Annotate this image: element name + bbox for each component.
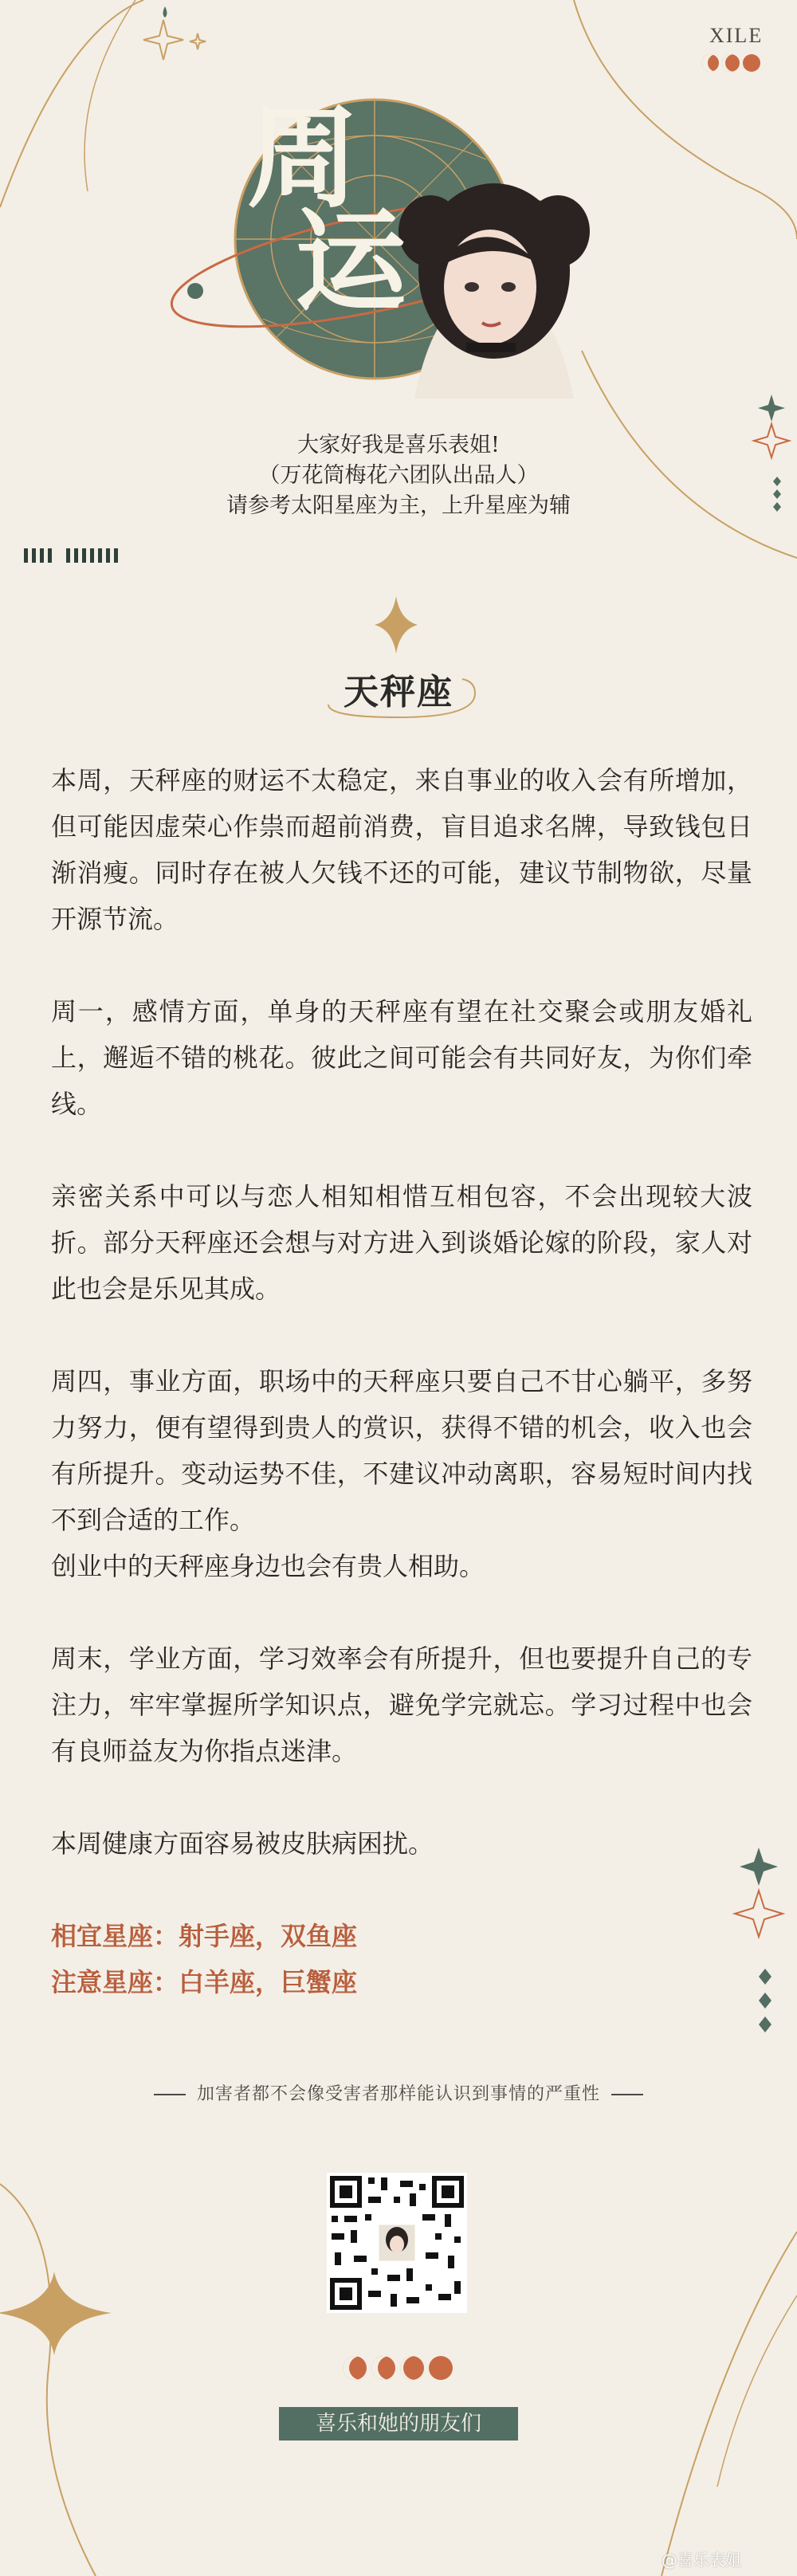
caution-signs: 注意星座：白羊座，巨蟹座 [51, 1967, 358, 1997]
full-moon-icon [743, 54, 760, 72]
paragraph-health: 本周健康方面容易被皮肤病困扰。 [51, 1828, 434, 1859]
divider [154, 2094, 186, 2095]
qr-code [327, 2173, 467, 2313]
sparkle-icon [143, 20, 206, 60]
horoscope-content [51, 757, 752, 2005]
quote-text: 加害者都不会像受害者那样能认识到事情的严重性 [196, 2084, 600, 2104]
barcode-decoration [24, 548, 118, 563]
divider [611, 2094, 643, 2095]
drop-icon [163, 6, 167, 18]
paragraph-study: 周末，学业方面，学习效率会有所提升，但也要提升自己的专注力，牢牢掌握所学知识点，避免学完就忘。学习过程中也会有良师益友为你指点迷津。 [51, 1643, 752, 1766]
moon-phase-icons [701, 54, 760, 72]
sign-title-wrap [0, 663, 797, 714]
intro-line-2: （万花筒梅花六团队出品人） [258, 463, 539, 488]
compatible-signs: 相宜星座：射手座，双鱼座 [51, 1921, 358, 1951]
hero-char-1: 周 [247, 94, 356, 224]
paragraph-career-startup: 创业中的天秤座身边也会有贵人相助。 [51, 1551, 485, 1581]
footer-moon-icons [343, 2356, 453, 2380]
watermark: @喜乐表姐 [662, 2550, 741, 2570]
sign-title: 天秤座 [344, 672, 453, 713]
paragraph-love: 周一，感情方面，单身的天秤座有望在社交聚会或朋友婚礼上，邂逅不错的桃花。彼此之间可能会有共同好友，为你们牵线。 [51, 996, 752, 1119]
intro-line-1: 大家好我是喜乐表姐! [297, 433, 500, 457]
hero-title [247, 94, 454, 328]
hero-char-2: 运 [295, 198, 404, 328]
crescent-moon-icon [701, 54, 719, 72]
paragraph-career: 周四，事业方面，职场中的天秤座只要自己不甘心躺平，多努力努力，便有望得到贵人的赏识，获得不错的机会，收入也会有所提升。变动运势不佳，不建议冲动离职，容易短时间内找不到合适的工作。 [51, 1366, 752, 1535]
gibbous-moon-icon [400, 2356, 424, 2380]
crescent-moon-icon [371, 2356, 395, 2380]
gibbous-moon-icon [722, 54, 740, 72]
footer-banner: 喜乐和她的朋友们 [279, 2407, 518, 2441]
full-moon-icon [429, 2356, 453, 2380]
brand-label: XILE [709, 24, 764, 47]
quote-line [0, 2080, 797, 2105]
paragraph-relationship: 亲密关系中可以与恋人相知相惜互相包容，不会出现较大波折。部分天秤座还会想与对方进入到谈婚论嫁的阶段，家人对此也会是乐见其成。 [51, 1181, 752, 1304]
intro-text [0, 430, 797, 521]
crescent-moon-icon [343, 2356, 367, 2380]
paragraph-finance: 本周，天秤座的财运不太稳定，来自事业的收入会有所增加，但可能因虚荣心作祟而超前消费，盲目追求名牌，导致钱包日渐消瘦。同时存在被人欠钱不还的可能，建议节制物欲，尽量开源节流。 [51, 765, 752, 934]
gold-star-icon [375, 596, 418, 654]
intro-line-3: 请参考太阳星座为主，上升星座为辅 [226, 493, 571, 518]
gold-star-icon [0, 2272, 112, 2355]
